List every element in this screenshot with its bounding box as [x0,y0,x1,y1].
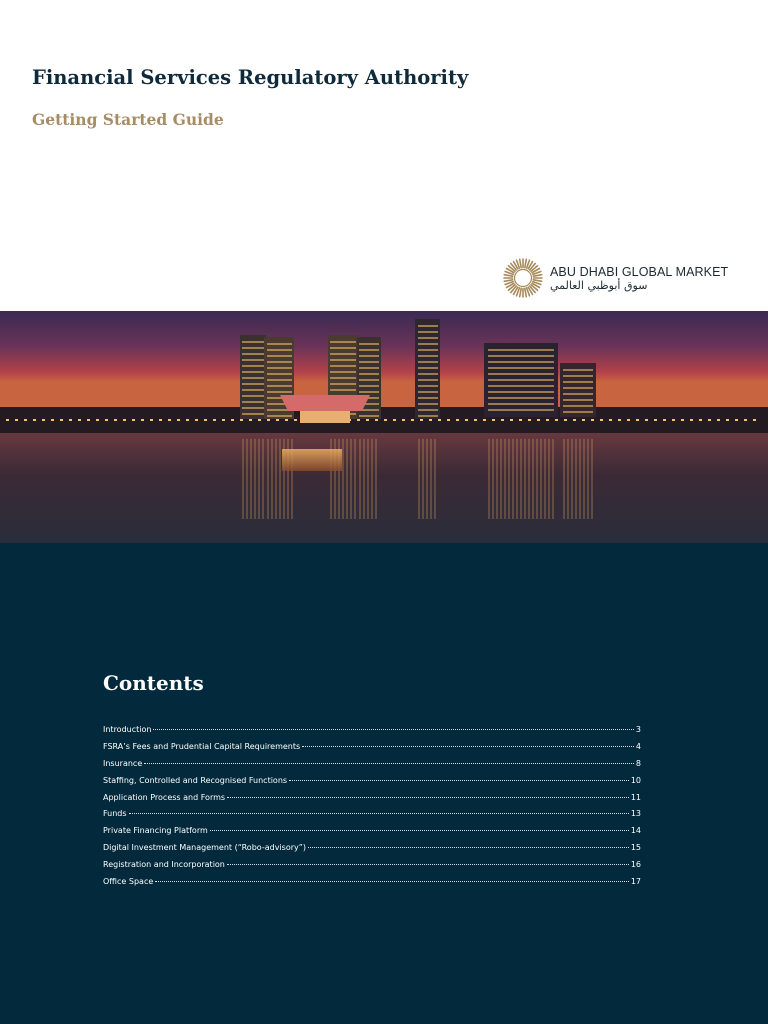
toc-dot-leader [227,864,629,865]
toc-entry-title: Application Process and Forms [103,792,226,802]
radiating-sunburst-ring-icon [503,258,543,298]
toc-entry-title: FSRA’s Fees and Prudential Capital Requirements [103,741,301,751]
toc-entry-title: Registration and Incorporation [103,860,225,870]
toc-entry-page: 10 [630,775,641,785]
page-title: Financial Services Regulatory Authority [32,66,469,89]
toc-dot-leader [308,847,629,848]
toc-entry[interactable] [103,742,641,759]
toc-entry[interactable] [103,809,641,826]
toc-entry[interactable] [103,759,641,776]
toc-entry-page: 3 [635,725,641,734]
toc-dot-leader [210,830,629,831]
adgm-logo [503,258,743,298]
city-skyline-at-dusk-photo [0,311,768,543]
toc-entry-page: 16 [630,860,641,870]
toc-entry[interactable] [103,860,641,877]
toc-dot-leader [302,746,634,747]
toc-entry[interactable] [103,725,641,742]
page-subtitle: Getting Started Guide [32,110,224,129]
toc-entry[interactable] [103,826,641,843]
toc-entry-page: 13 [630,809,641,819]
toc-entry-title: Introduction [103,725,152,734]
toc-dot-leader [155,881,629,882]
logo-name-arabic: سوق أبوظبي العالمي [550,279,648,292]
toc-entry-title: Staffing, Controlled and Recognised Functions [103,775,288,785]
toc-entry-page: 14 [630,826,641,836]
toc-entry[interactable] [103,793,641,810]
toc-entry-title: Digital Investment Management (“Robo-advisory”) [103,843,306,853]
contents-panel [0,543,768,1024]
toc-dot-leader [153,729,633,730]
toc-dot-leader [289,780,629,781]
toc-entry-page: 11 [630,792,641,802]
toc-entry-title: Insurance [103,758,143,768]
logo-name-english: ABU DHABI GLOBAL MARKET [550,265,729,279]
toc-entry-page: 4 [635,741,641,751]
toc-entry[interactable] [103,843,641,860]
toc-entry[interactable] [103,877,641,894]
table-of-contents [103,725,641,894]
toc-entry-page: 15 [630,843,641,853]
cover-header [0,0,768,311]
toc-entry-page: 17 [630,877,641,887]
toc-entry-title: Office Space [103,877,154,887]
toc-entry-title: Private Financing Platform [103,826,208,836]
toc-dot-leader [227,797,629,798]
toc-dot-leader [129,813,629,814]
toc-entry[interactable] [103,776,641,793]
toc-entry-title: Funds [103,809,127,819]
contents-heading: Contents [103,671,204,695]
toc-dot-leader [144,763,634,764]
toc-entry-page: 8 [635,758,641,768]
